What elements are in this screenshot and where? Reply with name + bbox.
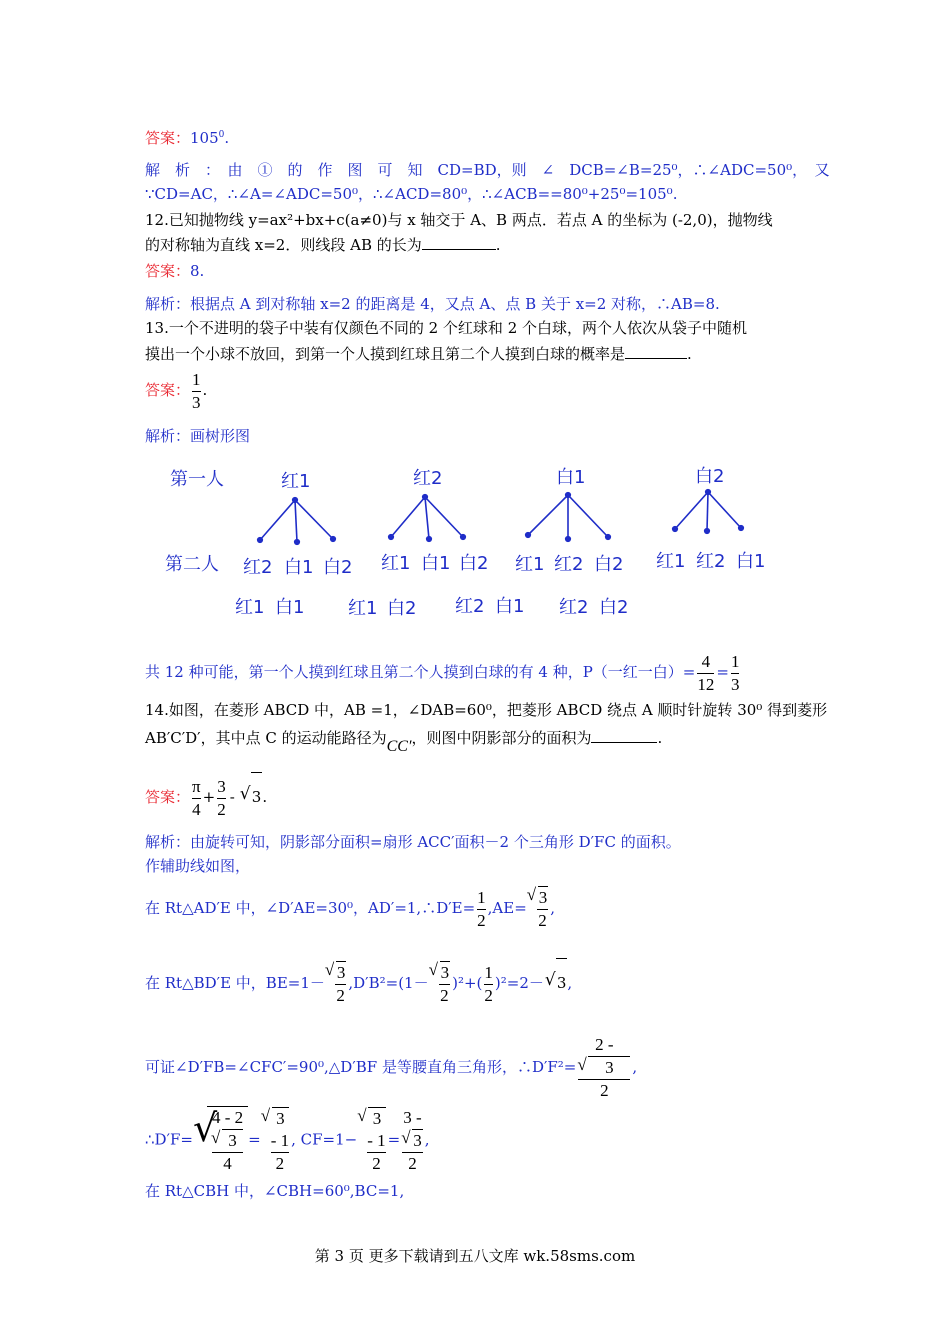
q14-s4-eq2: = — [387, 1130, 401, 1149]
tree-first-node: 红1 — [281, 471, 311, 492]
page-footer: 第 3 页 更多下载请到五八文库 wk.58sms.com — [314, 1247, 636, 1265]
q13-answer — [145, 366, 207, 414]
q14-s2-r1: √ 3 — [336, 961, 347, 984]
q13-blank — [625, 344, 687, 359]
q13-p1 — [697, 651, 714, 696]
q13-line2-end: . — [687, 345, 692, 363]
tree-second-node: 红2 — [243, 557, 273, 578]
q14-s3-root: √ 3 — [588, 1056, 630, 1079]
q14-s2-text: 在 Rt△BD′E 中，BE=1－ — [145, 974, 325, 992]
q13-line2 — [145, 344, 692, 364]
q14-ans-2: 2 — [217, 799, 226, 819]
tree-second-node: 红1 — [381, 553, 411, 574]
q14-ans-minus: - — [229, 788, 235, 806]
q14-s2-d1: 2 — [336, 986, 345, 1005]
q14-ans-frac2 — [217, 776, 226, 821]
q14-s4-n4a: 3 - — [403, 1107, 422, 1127]
tree-second-node: 白2 — [594, 554, 624, 575]
q14-answer — [145, 772, 267, 821]
q14-line2-b: ，则图中阴影部分的面积为 — [411, 729, 592, 747]
tree-node — [293, 498, 298, 503]
q14-s1-mid: ,AE= — [487, 899, 527, 917]
tree-second-node: 白2 — [323, 557, 353, 578]
tree-row2-label: 第二人 — [165, 554, 219, 575]
q14-s4-d2: 2 — [271, 1152, 289, 1175]
q14-ans-pi: π — [192, 776, 201, 796]
q11-answer-tail: . — [224, 129, 230, 147]
q14-s2-r2: √ 3 — [440, 961, 451, 984]
q14-s3-den: 2 — [578, 1079, 630, 1102]
q14-s4-in-d: 4 — [212, 1152, 243, 1175]
tree-node — [427, 537, 432, 542]
tree-edge — [425, 497, 463, 537]
q14-ans-frac1 — [192, 776, 201, 821]
q14-step1 — [145, 884, 555, 932]
probability-tree — [0, 455, 950, 635]
q14-s4-mid: , CF=1− — [291, 1130, 358, 1149]
tree-node — [606, 535, 611, 540]
tree-node — [423, 495, 428, 500]
q12-line2-end: . — [495, 236, 501, 254]
q14-s4-end: , — [424, 1130, 430, 1149]
tree-first-node: 红2 — [413, 468, 443, 489]
q14-s3-text: 可证∠D′FB=∠CFC′=90⁰,△D′BF 是等腰直角三角形，∴D′F²= — [145, 1058, 577, 1076]
tree-node — [706, 490, 711, 495]
tree-edge — [260, 500, 295, 540]
q12-answer — [145, 261, 204, 281]
q14-s4-n3b: - 1 — [367, 1130, 386, 1150]
q14-s2-frac1 — [335, 961, 347, 1007]
q14-s2-mid2: )²+( — [452, 974, 483, 992]
q14-s4-n3: √ 3 — [368, 1107, 385, 1130]
tree-first-node: 白1 — [556, 467, 586, 488]
tree-pair-first: 红1 — [235, 597, 265, 618]
q14-s1-n1: 1 — [477, 887, 486, 907]
tree-pair-second: 白2 — [387, 598, 417, 619]
q14-s2-n3: 1 — [484, 962, 493, 982]
q11-answer-value: 105 — [190, 129, 219, 147]
q14-s2-mid1: ,D′B²=(1－ — [348, 974, 429, 992]
tree-node — [331, 537, 336, 542]
tree-second-node: 白1 — [284, 557, 314, 578]
q14-line2 — [145, 728, 663, 755]
tree-second-node: 红2 — [696, 551, 726, 572]
q14-s4-d3: 2 — [367, 1152, 385, 1175]
q12-blank — [422, 235, 496, 250]
tree-edge — [708, 492, 741, 528]
q14-s4-eq: = — [248, 1130, 261, 1149]
q14-s2-r4: √ 3 — [556, 958, 568, 1007]
q14-s1-frac2 — [537, 886, 549, 932]
q14-s3-frac — [578, 1034, 630, 1102]
tree-pair-second: 白2 — [599, 597, 629, 618]
q13-analysis: 解析：画树形图 — [145, 427, 251, 445]
q14-s2-d3: 2 — [484, 985, 493, 1005]
q13-line2-text: 摸出一个小球不放回，到第一个人摸到红球且第二个人摸到白球的概率是 — [145, 345, 626, 363]
q14-s4-n2: √ 3 — [272, 1107, 289, 1130]
q13-eq: = — [716, 663, 729, 681]
tree-node — [566, 493, 571, 498]
tree-second-node: 白1 — [736, 551, 766, 572]
q14-s4-in-a: 4 - 2 — [211, 1108, 244, 1127]
q14-s4-text: ∴D′F= — [145, 1130, 193, 1149]
q14-s1-frac1 — [477, 887, 486, 932]
tree-node — [673, 527, 678, 532]
q14-analysis2: 作辅助线如图， — [145, 857, 251, 875]
tree-pair-first: 红2 — [455, 596, 485, 617]
q14-s4-n4r: √ 3 — [412, 1129, 423, 1152]
q12-line2-text: 的对称轴为直线 x=2．则线段 AB 的长为 — [145, 236, 422, 254]
q14-s4-frac3 — [367, 1107, 385, 1175]
q13-p2 — [731, 651, 740, 696]
q14-s2-d2: 2 — [440, 986, 449, 1005]
q13-p1-den: 12 — [697, 674, 715, 694]
tree-edge — [295, 500, 333, 539]
q11-answer — [145, 128, 229, 148]
q14-s2-frac3 — [484, 962, 493, 1007]
q13-summary — [145, 648, 741, 696]
tree-edge — [707, 492, 708, 531]
tree-second-node: 红1 — [656, 551, 686, 572]
q14-analysis1: 解析：由旋转可知，阴影部分面积=扇形 ACC′面积－2 个三角形 D′FC 的面积。 — [145, 833, 681, 851]
q14-s4-frac4 — [402, 1107, 423, 1175]
tree-pair-first: 红2 — [559, 597, 589, 618]
q14-s4-inner-frac — [212, 1107, 243, 1175]
q13-summary-text: 共 12 种可能，第一个人摸到红球且第二个人摸到白球的有 4 种，P（一红一白）= — [145, 663, 696, 681]
q13-p2-den: 3 — [730, 674, 740, 694]
q14-s2-frac2 — [439, 961, 451, 1007]
q14-s2-mid3: )²=2－ — [494, 974, 544, 992]
tree-node — [258, 538, 263, 543]
tree-edge — [675, 492, 708, 529]
q14-step5: 在 Rt△CBH 中，∠CBH=60⁰,BC=1, — [145, 1182, 405, 1200]
q14-step2 — [145, 958, 572, 1007]
tree-pair-second: 白1 — [275, 597, 305, 618]
tree-edge — [391, 497, 425, 537]
q14-s1-d2: 2 — [538, 911, 547, 930]
q11-answer-label: 答案： — [145, 129, 191, 147]
tree-second-node: 红1 — [515, 554, 545, 575]
q11-analysis-line1: 解 析 ： 由 ① 的 作 图 可 知 CD=BD，则 ∠ DCB=∠B=25⁰，∴∠ADC=50⁰， 又 — [145, 161, 830, 179]
tree-node — [389, 535, 394, 540]
tree-node — [705, 529, 710, 534]
q14-ans-tail: . — [262, 788, 268, 806]
q12-analysis: 解析：根据点 A 到对称轴 x=2 的距离是 4，又点 A、点 B 关于 x=2 对称，∴AB=8. — [145, 295, 720, 313]
q13-line1: 13.一个不进明的袋子中装有仅颜色不同的 2 个红球和 2 个白球，两个人依次从袋子中随机 — [145, 319, 748, 337]
q14-answer-label: 答案： — [145, 788, 191, 806]
q12-answer-label: 答案： — [145, 262, 191, 280]
q13-answer-den: 3 — [192, 392, 201, 412]
q14-s4-d4: 2 — [402, 1152, 423, 1175]
q12-answer-value: 8. — [190, 262, 205, 280]
q14-s1-end: , — [550, 899, 556, 917]
tree-second-node: 白1 — [421, 553, 451, 574]
tree-node — [526, 533, 531, 538]
q14-arc-cc: CC′ — [386, 738, 412, 755]
tree-edge — [425, 497, 429, 539]
tree-node — [461, 535, 466, 540]
q13-p1-num: 4 — [701, 651, 711, 671]
tree-first-node: 白2 — [695, 466, 725, 487]
tree-edge — [295, 500, 297, 542]
q14-s4-in-r: √ 3 — [222, 1129, 243, 1152]
q13-p2-num: 1 — [730, 651, 740, 671]
tree-node — [295, 540, 300, 545]
tree-second-node: 红2 — [554, 554, 584, 575]
q12-line1: 12.已知抛物线 y=ax²+bx+c(a≠0)与 x 轴交于 A、B 两点．若点 A 的坐标为 (-2,0)，抛物线 — [145, 211, 773, 229]
q14-s4-n2b: - 1 — [270, 1130, 290, 1150]
tree-node — [566, 537, 571, 542]
q14-s2-end: , — [567, 974, 573, 992]
tree-pair-first: 红1 — [348, 598, 378, 619]
q14-step4 — [145, 1106, 430, 1175]
q11-analysis-line2: ∵CD=AC，∴∠A=∠ADC=50⁰，∴∠ACD=80⁰，∴∠ACB==80⁰+25⁰=105⁰. — [145, 185, 678, 203]
q13-answer-num: 1 — [192, 369, 201, 389]
q13-answer-fraction — [192, 369, 201, 414]
q11-answer-sup: 0 — [218, 130, 225, 140]
q14-ans-plus: + — [202, 788, 216, 806]
tree-row1-label: 第一人 — [170, 469, 224, 490]
q14-s3-num: 2 - — [595, 1035, 614, 1054]
q14-s4-frac2 — [271, 1107, 289, 1175]
q14-ans-3: 3 — [217, 776, 226, 796]
q13-answer-label: 答案： — [145, 381, 191, 399]
tree-second-node: 白2 — [459, 553, 489, 574]
q14-s1-r2: √ 3 — [538, 886, 549, 909]
q14-s1-text: 在 Rt△AD′E 中，∠D′AE=30⁰，AD′=1,∴D′E= — [145, 899, 476, 917]
tree-edge — [528, 495, 568, 535]
q14-s1-d1: 2 — [477, 910, 486, 930]
q14-s3-end: , — [632, 1058, 638, 1076]
q12-line2 — [145, 235, 501, 255]
q14-ans-root: √ 3 — [251, 772, 263, 821]
q14-ans-4: 4 — [192, 799, 201, 819]
q13-answer-tail: . — [202, 381, 208, 399]
q14-step3 — [145, 1034, 637, 1102]
tree-node — [739, 526, 744, 531]
tree-pair-second: 白1 — [495, 596, 525, 617]
q14-s4-bigroot: √ 4 - 2 √ 3 4 — [207, 1106, 248, 1175]
q14-line1: 14.如图，在菱形 ABCD 中，AB =1，∠DAB=60⁰，把菱形 ABCD 绕点 A 顺时针旋转 30⁰ 得到菱形 — [145, 701, 828, 719]
q14-line2-a: AB′C′D′，其中点 C 的运动能路径为 — [145, 729, 387, 747]
q14-blank — [591, 728, 657, 743]
tree-edge — [568, 495, 608, 537]
q14-line2-end: . — [657, 729, 663, 747]
